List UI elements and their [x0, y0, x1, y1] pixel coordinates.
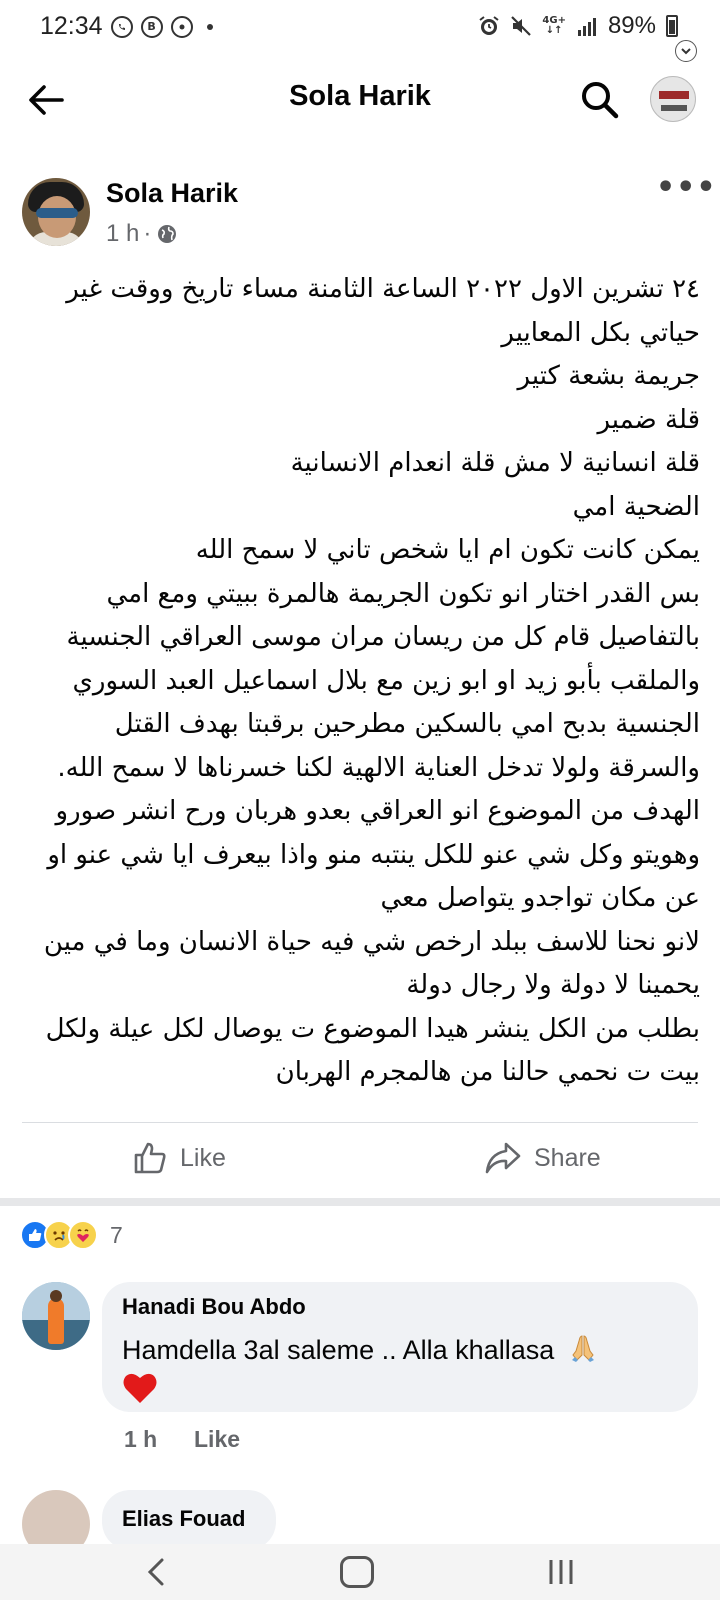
- comment-like-button[interactable]: Like: [194, 1426, 241, 1452]
- recents-icon: [546, 1556, 576, 1588]
- system-navigation-bar: [0, 1544, 720, 1600]
- post-author-name[interactable]: Sola Harik: [106, 178, 239, 208]
- post-line: قلة ضمير: [597, 404, 700, 435]
- share-arrow-icon: [484, 1140, 522, 1176]
- comment-author-avatar[interactable]: [22, 1282, 90, 1350]
- search-button[interactable]: [578, 78, 622, 122]
- post-line: يمكن كانت تكون ام ايا شخص تاني لا سمح الله: [195, 535, 700, 565]
- like-label: Like: [180, 1143, 226, 1172]
- b-icon: B: [141, 16, 163, 38]
- post-time[interactable]: 1 h: [106, 220, 140, 247]
- app-header: [0, 64, 720, 134]
- post-line: يحمينا لا دولة ولا رجال دولة: [406, 970, 700, 1000]
- nav-recents-button[interactable]: [546, 1556, 576, 1588]
- thumbs-up-icon: [132, 1140, 168, 1176]
- meta-separator: ·: [143, 220, 152, 247]
- search-icon: [578, 78, 622, 122]
- post-author-avatar[interactable]: [22, 178, 90, 246]
- post-line: حياتي بكل المعايير: [501, 317, 700, 348]
- chevron-down-icon[interactable]: [675, 40, 697, 62]
- notification-dot: [207, 24, 213, 30]
- comment-author-name[interactable]: Hanadi Bou Abdo: [122, 1294, 306, 1319]
- post-line: وهويتو وكل شي عنو للكل ينتبه منو واذا بيعرف ايا شي عنو او: [47, 839, 700, 870]
- post-line: بالتفاصيل قام كل من ريسان مران موسى العراقي الجنسية: [66, 622, 700, 652]
- post-line: والملقب بأبو زيد او ابو زين مع بلال اسماعيل العبد السوري: [72, 665, 700, 696]
- status-right: [478, 12, 678, 40]
- chevron-left-icon: [140, 1554, 172, 1590]
- post-line: ٢٤ تشرين الاول ٢٠٢٢ الساعة الثامنة مساء تاريخ ووقت غير: [66, 274, 700, 304]
- post-line: الضحية امي: [572, 491, 700, 522]
- praying-hands-icon: [568, 1333, 598, 1363]
- profile-image-detail: [661, 105, 687, 111]
- more-options-button[interactable]: •••: [656, 170, 717, 205]
- comment-time[interactable]: 1 h: [124, 1426, 158, 1452]
- post-line: لانو نحنا للاسف ببلد ارخص شي فيه حياة الانسان وما في مين: [43, 926, 700, 957]
- post-line: بيت ت نحمي حالنا من هالمجرم الهربان: [275, 1057, 700, 1087]
- reaction-count: 7: [110, 1221, 123, 1248]
- comment-bubble[interactable]: [102, 1490, 276, 1550]
- comment-text: [122, 1330, 682, 1410]
- post-text: [24, 268, 700, 1095]
- comment-text-body: Hamdella 3al saleme .. Alla khallasa: [122, 1335, 555, 1365]
- status-time: 12:34: [40, 12, 103, 40]
- care-reaction-icon: [68, 1220, 98, 1250]
- post-meta: [106, 220, 177, 248]
- page-title: Sola Harik: [289, 80, 431, 112]
- like-button[interactable]: [132, 1140, 226, 1176]
- mute-icon: [510, 15, 532, 37]
- post-line: قلة انسانية لا مش قلة انعدام الانسانية: [290, 448, 700, 478]
- nav-home-button[interactable]: [340, 1556, 374, 1588]
- share-button[interactable]: [484, 1140, 601, 1176]
- post-line: جريمة بشعة كتير: [517, 361, 700, 391]
- post-line: بطلب من الكل ينشر هيدا الموضوع ت يوصال لكل عيلة ولكل: [45, 1013, 700, 1044]
- battery-percent: 89%: [607, 12, 656, 39]
- network-type: 4G+ ↓↑: [542, 15, 566, 36]
- status-left: [40, 12, 213, 41]
- battery-icon: [666, 15, 678, 37]
- chrome-icon: [171, 16, 193, 38]
- globe-icon: [157, 224, 177, 244]
- post-line: الهدف من الموضوع انو العراقي بعدو هربان ورح انشر صورو: [55, 796, 700, 826]
- profile-avatar-button[interactable]: [650, 76, 696, 122]
- post-line: بس القدر اختار انو تكون الجريمة هالمرة ببيتي ومع امي: [106, 578, 700, 609]
- post-line: عن مكان تواجدو يتواصل معي: [380, 883, 700, 913]
- profile-image-detail: [659, 91, 689, 99]
- divider: [22, 1122, 698, 1123]
- whatsapp-icon: [111, 16, 133, 38]
- section-separator: [0, 1198, 720, 1206]
- nav-back-button[interactable]: [140, 1554, 172, 1590]
- red-heart-icon: [122, 1371, 158, 1405]
- post-line: الجنسية بدبح امي بالسكين مطرحين برقبتا بهدف القتل: [114, 709, 700, 739]
- reactions-summary[interactable]: [20, 1220, 123, 1250]
- share-label: Share: [534, 1143, 601, 1172]
- comment-author-name[interactable]: Elias Fouad: [122, 1506, 246, 1531]
- alarm-icon: [478, 15, 500, 37]
- post-line: والسرقة ولولا تدخل العناية الالهية لكنا خسرناها لا سمح الله.: [57, 752, 700, 783]
- status-bar: [0, 0, 720, 56]
- signal-icon: [576, 15, 598, 37]
